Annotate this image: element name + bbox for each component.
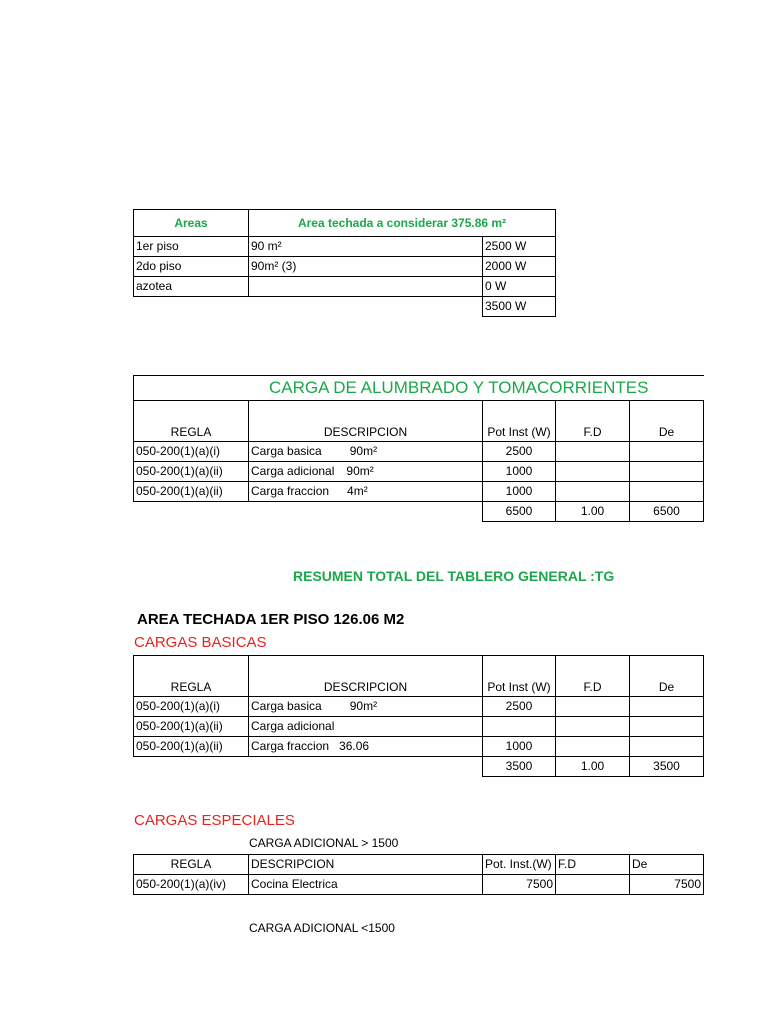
desc-cell: Carga adicional (249, 717, 483, 737)
fd-total: 1.00 (556, 757, 630, 777)
col-header: F.D (556, 855, 630, 875)
col-header: DESCRIPCION (249, 656, 483, 697)
col-header: REGLA (134, 401, 249, 442)
col-header: Pot Inst (W) (483, 656, 556, 697)
table-row (134, 502, 704, 522)
area-name: 2do piso (134, 257, 249, 277)
fd-cell (556, 875, 630, 895)
area-power: 2000 W (483, 257, 556, 277)
table-row (134, 237, 556, 257)
desc-cell: Carga adicional 90m² (249, 462, 483, 482)
pot-cell: 1000 (483, 482, 556, 502)
de-cell: 7500 (630, 875, 704, 895)
col-header: De (630, 401, 704, 442)
table-row (134, 277, 556, 297)
col-header: Pot. Inst.(W) (483, 855, 556, 875)
pot-cell: 1000 (483, 462, 556, 482)
table-row (134, 737, 704, 757)
carga-adicional-mayor-label: CARGA ADICIONAL > 1500 (249, 836, 399, 850)
table-row (134, 297, 556, 317)
alumbrado-title: CARGA DE ALUMBRADO Y TOMACORRIENTES (134, 376, 704, 401)
area-name: azotea (134, 277, 249, 297)
cargas-especiales-label: CARGAS ESPECIALES (134, 812, 295, 829)
areas-table (133, 209, 556, 317)
table-row (134, 757, 704, 777)
desc-cell: Carga basica 90m² (249, 697, 483, 717)
area-power: 2500 W (483, 237, 556, 257)
area-value: 90 m² (249, 237, 483, 257)
area-name: 1er piso (134, 237, 249, 257)
desc-cell: Carga fraccion 4m² (249, 482, 483, 502)
pot-cell: 2500 (483, 442, 556, 462)
col-header: F.D (556, 401, 630, 442)
cargas-especiales-table (133, 854, 704, 895)
pot-total: 3500 (483, 757, 556, 777)
col-header: De (630, 855, 704, 875)
regla-cell: 050-200(1)(a)(i) (134, 697, 249, 717)
area-value: 90m² (3) (249, 257, 483, 277)
pot-cell: 2500 (483, 697, 556, 717)
col-header: F.D (556, 656, 630, 697)
areas-header: Areas (134, 210, 249, 237)
col-header: REGLA (134, 656, 249, 697)
de-total: 3500 (630, 757, 704, 777)
cargas-basicas-label: CARGAS BASICAS (134, 634, 267, 651)
table-row (134, 462, 704, 482)
alumbrado-table (133, 375, 704, 522)
pot-cell: 1000 (483, 737, 556, 757)
col-header: DESCRIPCION (249, 401, 483, 442)
area-value (249, 277, 483, 297)
regla-cell: 050-200(1)(a)(iv) (134, 875, 249, 895)
col-header: Pot Inst (W) (483, 401, 556, 442)
col-header: DESCRIPCION (249, 855, 483, 875)
desc-cell: Carga fraccion 36.06 (249, 737, 483, 757)
regla-cell: 050-200(1)(a)(ii) (134, 462, 249, 482)
area-power: 0 W (483, 277, 556, 297)
resumen-title: RESUMEN TOTAL DEL TABLERO GENERAL :TG (293, 568, 615, 584)
table-row (134, 717, 704, 737)
area-1er-piso-title: AREA TECHADA 1ER PISO 126.06 M2 (137, 611, 405, 628)
fd-total: 1.00 (556, 502, 630, 522)
regla-cell: 050-200(1)(a)(ii) (134, 737, 249, 757)
pot-cell: 7500 (483, 875, 556, 895)
de-total: 6500 (630, 502, 704, 522)
desc-cell: Cocina Electrica (249, 875, 483, 895)
table-row (134, 257, 556, 277)
area-total-header: Area techada a considerar 375.86 m² (249, 210, 556, 237)
regla-cell: 050-200(1)(a)(ii) (134, 482, 249, 502)
table-row (134, 442, 704, 462)
table-row (134, 697, 704, 717)
col-header: De (630, 656, 704, 697)
regla-cell: 050-200(1)(a)(i) (134, 442, 249, 462)
area-power-total: 3500 W (483, 297, 556, 317)
cargas-basicas-table (133, 655, 704, 777)
regla-cell: 050-200(1)(a)(ii) (134, 717, 249, 737)
col-header: REGLA (134, 855, 249, 875)
table-row (134, 875, 704, 895)
carga-adicional-menor-label: CARGA ADICIONAL <1500 (249, 921, 395, 935)
pot-cell (483, 717, 556, 737)
pot-total: 6500 (483, 502, 556, 522)
table-row (134, 482, 704, 502)
desc-cell: Carga basica 90m² (249, 442, 483, 462)
